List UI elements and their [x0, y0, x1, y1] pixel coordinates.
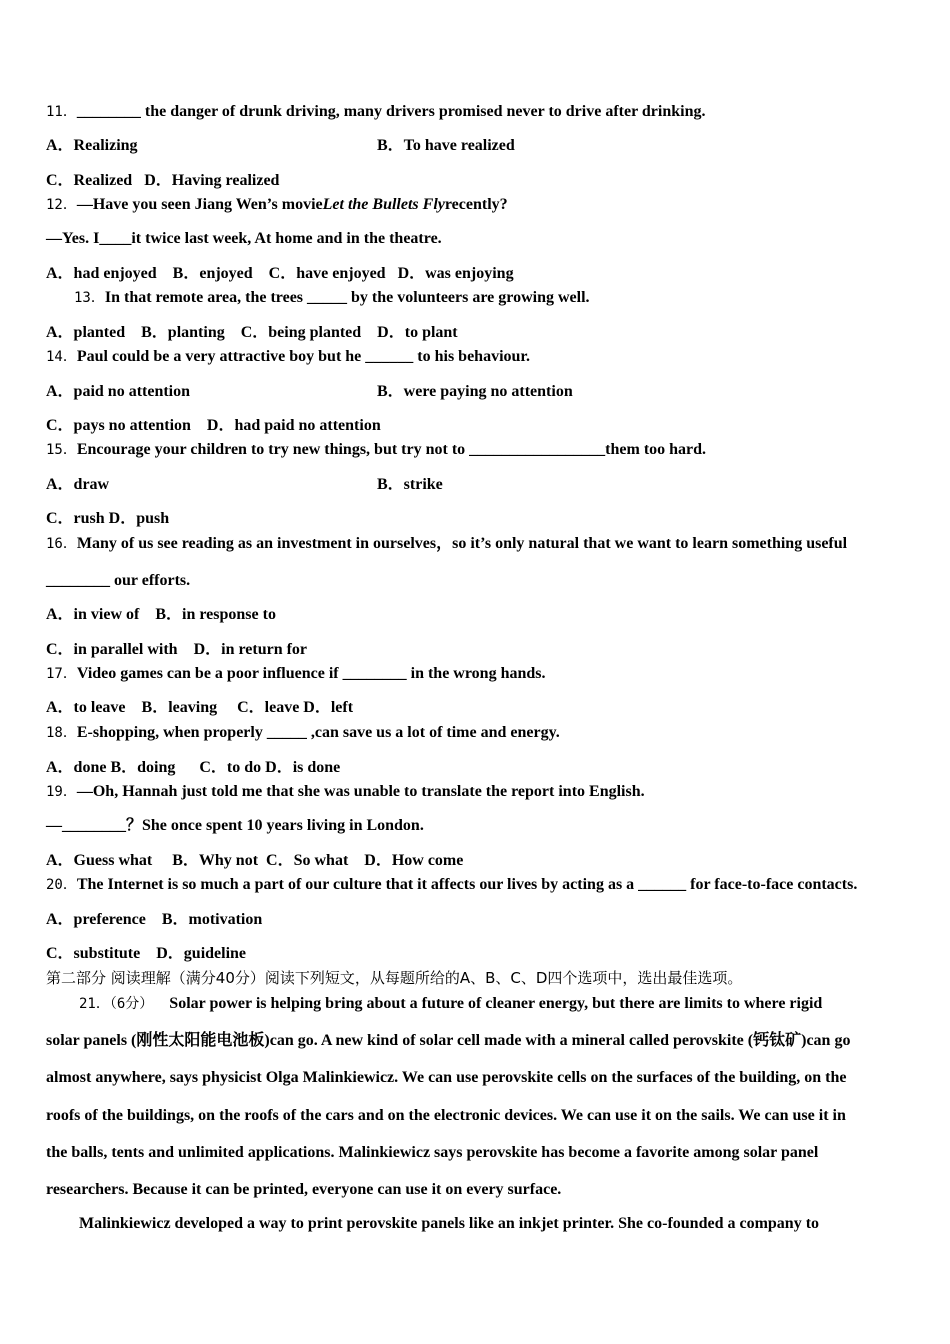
question-13 — [74, 288, 590, 308]
options-row: A．Guess what B．Why not C．So what D．How come — [46, 852, 464, 869]
question-number: 14． — [46, 349, 77, 365]
option-a: A．Realizing — [46, 137, 138, 154]
question-stem: Video games can be a poor influence if ________ in the wrong hands. — [76, 665, 546, 682]
reading-paragraph-1-line-3: almost anywhere, says physicist Olga Malinkiewicz. We can use perovskite cells on the surfaces of the building, on the — [46, 1069, 847, 1086]
option-b: B．strike — [377, 476, 443, 493]
option-b: B．To have realized — [377, 137, 515, 154]
question-11 — [46, 102, 705, 122]
reading-paragraph-1-line-4: roofs of the buildings, on the roofs of the cars and on the electronic devices. We can use it on the sails. We can use it in — [46, 1107, 846, 1124]
question-number: 21．（6分） — [79, 996, 154, 1012]
reading-paragraph-1-line-1 — [79, 994, 822, 1014]
options-row: A．had enjoyed B．enjoyed C．have enjoyed D．was enjoying — [46, 265, 514, 282]
options-a-b: A．preference B．motivation — [46, 911, 263, 928]
question-18 — [46, 723, 560, 743]
options-c-d: C．Realized D．Having realized — [46, 172, 280, 189]
section-heading: 第二部分 阅读理解（满分40分）阅读下列短文，从每题所给的A、B、C、D四个选项中，选出最佳选项。 — [46, 969, 743, 987]
options-row: A．planted B．planting C．being planted D．to plant — [46, 324, 458, 341]
option-a: A．draw — [46, 476, 110, 493]
question-14 — [46, 347, 530, 367]
movie-title: Let the Bullets Fly — [322, 196, 445, 213]
question-stem: In that remote area, the trees _____ by the volunteers are growing well. — [104, 289, 590, 306]
question-stem: Encourage your children to try new things, but try not to _________________them too hard. — [76, 441, 707, 458]
reading-paragraph-1-line-5: the balls, tents and unlimited applications. Malinkiewicz says perovskite has become a favorite among solar panel — [46, 1144, 819, 1161]
question-15 — [46, 440, 706, 460]
question-number: 19． — [46, 784, 77, 800]
question-number: 20． — [46, 877, 77, 893]
question-20 — [46, 875, 857, 895]
question-17 — [46, 664, 545, 684]
question-stem-start: —Have you seen Jiang Wen’s movie — [76, 196, 323, 213]
question-19 — [46, 782, 645, 802]
question-stem-end: recently? — [444, 196, 508, 213]
question-number: 15． — [46, 442, 77, 458]
question-number: 17． — [46, 666, 77, 682]
reading-paragraph-2-line-1: Malinkiewicz developed a way to print perovskite panels like an inkjet printer. She co-founded a company to — [79, 1215, 820, 1232]
dialogue-reply: —________？She once spent 10 years living in London. — [46, 817, 424, 834]
question-16 — [46, 534, 847, 554]
options-c-d: C．in parallel with D．in return for — [46, 641, 308, 658]
options-row: A．done B．doing C．to do D．is done — [46, 759, 341, 776]
options-c-d: C．substitute D．guideline — [46, 945, 247, 962]
reading-paragraph-1-line-6: researchers. Because it can be printed, everyone can use it on every surface. — [46, 1181, 562, 1198]
options-c-d: C．rush D．push — [46, 510, 170, 527]
options-row: A．to leave B．leaving C．leave D．left — [46, 699, 354, 716]
options-c-d: C．pays no attention D．had paid no attention — [46, 417, 381, 434]
question-number: 18． — [46, 725, 77, 741]
question-number: 11． — [46, 104, 77, 120]
options-a-b: A．in view of B．in response to — [46, 606, 276, 623]
option-b: B．were paying no attention — [377, 383, 573, 400]
question-stem: E-shopping, when properly _____ ,can save us a lot of time and energy. — [76, 724, 560, 741]
reading-paragraph-1-line-2: solar panels (刚性太阳能电池板)can go. A new kind of solar cell made with a mineral called perovskite (钙钛矿)can go — [46, 1032, 851, 1049]
question-number: 12． — [46, 197, 77, 213]
question-number: 13． — [74, 290, 105, 306]
question-stem: ________ the danger of drunk driving, many drivers promised never to drive after drinking. — [76, 103, 706, 120]
question-stem-continued: ________ our efforts. — [46, 572, 191, 589]
paragraph-text: Solar power is helping bring about a future of cleaner energy, but there are limits to where rigid — [169, 995, 823, 1012]
question-12 — [46, 195, 508, 215]
question-stem: Paul could be a very attractive boy but he ______ to his behaviour. — [76, 348, 531, 365]
question-stem: The Internet is so much a part of our culture that it affects our lives by acting as a ______ for face-to-face contacts. — [76, 876, 858, 893]
question-stem: Many of us see reading as an investment in ourselves，so it’s only natural that we want to learn something useful — [76, 535, 848, 552]
question-stem: —Oh, Hannah just told me that she was unable to translate the report into English. — [76, 783, 645, 800]
question-number: 16． — [46, 536, 77, 552]
option-a: A．paid no attention — [46, 383, 191, 400]
dialogue-reply: —Yes. I____it twice last week, At home and in the theatre. — [46, 230, 442, 247]
